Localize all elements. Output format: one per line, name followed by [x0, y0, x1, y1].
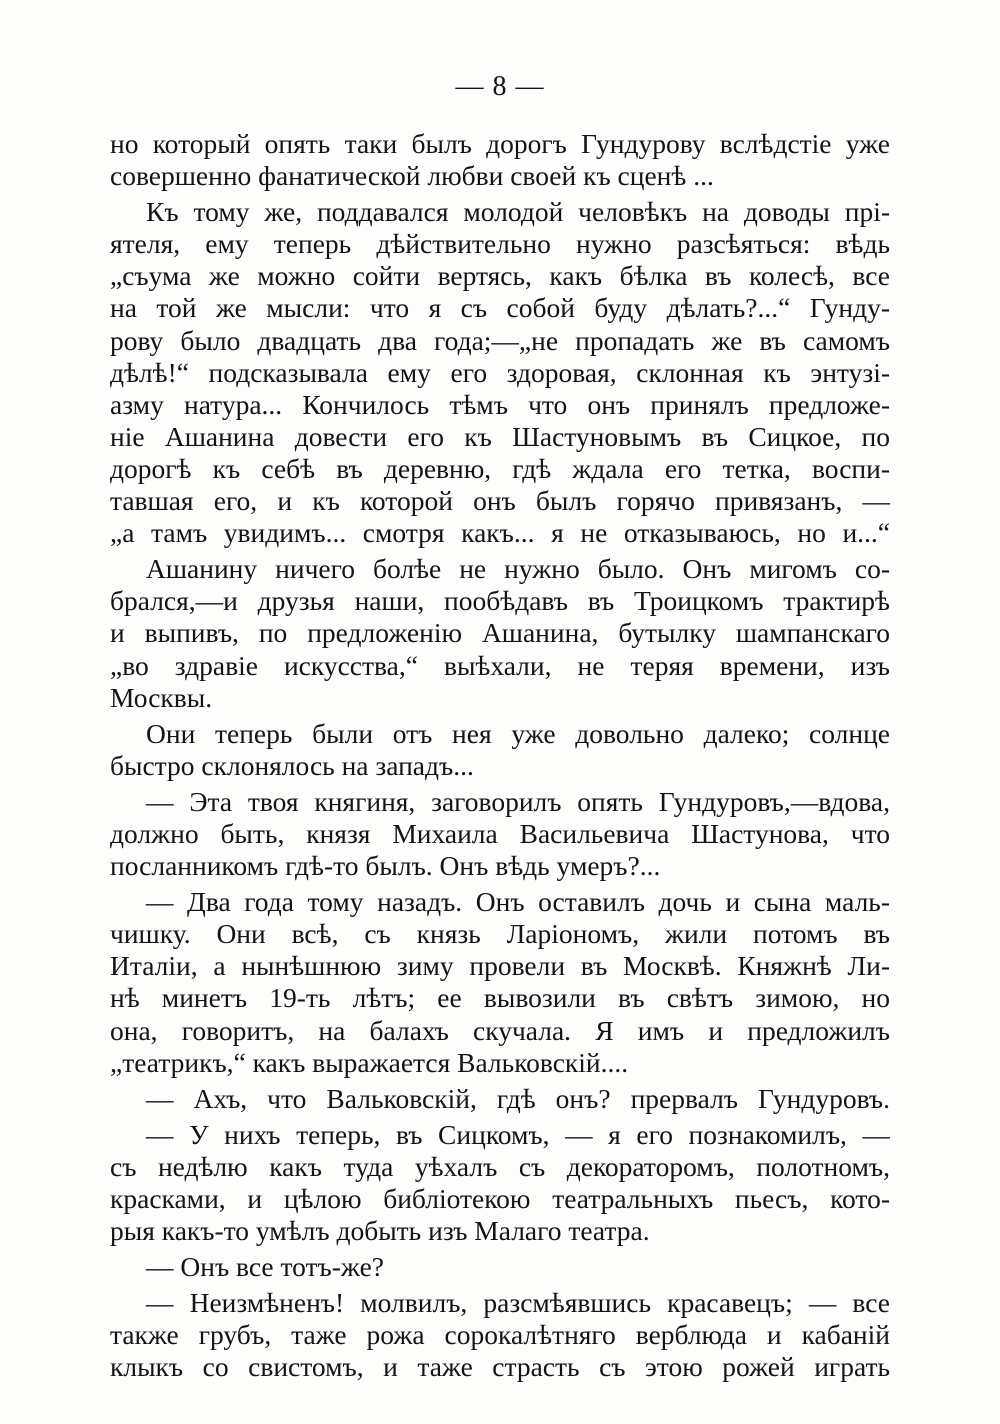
text-line: азму натура... Кончилось тѣмъ что онъ принялъ предложе-: [110, 388, 890, 420]
text-line: „во здравіе искусства,“ выѣхали, не теряя времени, изъ: [110, 649, 890, 681]
text-line: „театрикъ,“ какъ выражается Вальковскій....: [110, 1046, 629, 1078]
paragraph-first-line: Ашанину ничего болѣе не нужно было. Онъ мигомъ со-: [146, 553, 890, 585]
dialogue-line: — Неизмѣненъ! молвилъ, разсмѣявшись красавецъ; — все: [146, 1287, 890, 1319]
text-line: красками, и цѣлою библіотекою театральныхъ пьесъ, кото-: [110, 1183, 890, 1214]
dialogue-line: — Эта твоя княгиня, заговорилъ опять Гундуровъ,—вдова,: [146, 785, 890, 817]
page-number: — 8 —: [455, 71, 545, 102]
text-line: на той же мысли: что я съ собой буду дѣлать?...“ Гунду-: [110, 292, 890, 324]
text-line: нѣ минетъ 19-ть лѣтъ; ее вывозили въ свѣтъ зимою, но: [110, 982, 890, 1014]
text-line: рыя какъ-то умѣлъ добыть изъ Малаго театра.: [110, 1215, 650, 1247]
text-line: быстро склонялось на западъ...: [110, 749, 474, 781]
dialogue-line: — Ахъ, что Вальковскій, гдѣ онъ? прервалъ Гундуровъ.: [146, 1082, 890, 1114]
text-line: чишку. Они всѣ, съ князь Ларіономъ, жили потомъ въ: [110, 918, 890, 950]
text-line: „съума же можно сойти вертясь, какъ бѣлка въ колесѣ, все: [110, 260, 890, 292]
text-line: также грубъ, таже рожа сорокалѣтняго верблюда и кабаній: [110, 1319, 890, 1351]
text-line: клыкъ со свистомъ, и таже страсть съ этою рожей играть: [110, 1351, 890, 1383]
text-line: ятеля, ему теперь дѣйствительно нужно разсѣяться: вѣдь: [110, 228, 890, 260]
text-line: посланникомъ гдѣ-то былъ. Онъ вѣдь умеръ?...: [110, 850, 661, 882]
dialogue-line: — Два года тому назадъ. Онъ оставилъ дочь и сына маль-: [146, 886, 890, 918]
text-line: съ недѣлю какъ туда уѣхалъ съ декораторомъ, полотномъ,: [110, 1150, 890, 1182]
dialogue-line: — Онъ все тотъ-же?: [146, 1251, 384, 1283]
dialogue-line: — У нихъ теперь, въ Сицкомъ, — я его познакомилъ, —: [146, 1118, 890, 1150]
text-line: дорогѣ къ себѣ въ деревню, гдѣ ждала его тетка, воспи-: [110, 452, 890, 484]
paragraph-first-line: Они теперь были отъ нея уже довольно далеко; солнце: [146, 717, 890, 749]
text-line: должно быть, князя Михаила Васильевича Шастунова, что: [110, 817, 890, 849]
text-line: рову было двадцать два года;—„не пропадать же въ самомъ: [110, 324, 890, 356]
paragraph-first-line: Къ тому же, поддавался молодой человѣкъ на доводы прі-: [146, 196, 890, 228]
text-line: она, говоритъ, на балахъ скучала. Я имъ и предложилъ: [110, 1014, 890, 1046]
text-line: тавшая его, и къ которой онъ былъ горячо привязанъ, —: [110, 485, 890, 517]
body-text: [110, 128, 890, 1384]
text-line: но который опять таки былъ дорогъ Гундурову вслѣдстіе уже: [110, 128, 890, 159]
text-line: брался,—и друзья наши, пообѣдавъ въ Троицкомъ трактирѣ: [110, 585, 890, 617]
text-line: ніе Ашанина довести его къ Шастуновымъ въ Сицкое, по: [110, 420, 890, 452]
text-line: „а тамъ увидимъ... смотря какъ... я не отказываюсь, но и...“: [110, 517, 890, 549]
text-line: Москвы.: [110, 681, 213, 713]
text-line: совершенно фанатической любви своей къ сценѣ ...: [110, 160, 714, 192]
text-line: и выпивъ, по предложенію Ашанина, бутылку шампанскаго: [110, 617, 890, 649]
text-line: Италіи, а нынѣшнюю зиму провели въ Москвѣ. Княжнѣ Ли-: [110, 950, 890, 982]
text-line: дѣлѣ!“ подсказывала ему его здоровая, склонная къ энтузі-: [110, 356, 890, 388]
